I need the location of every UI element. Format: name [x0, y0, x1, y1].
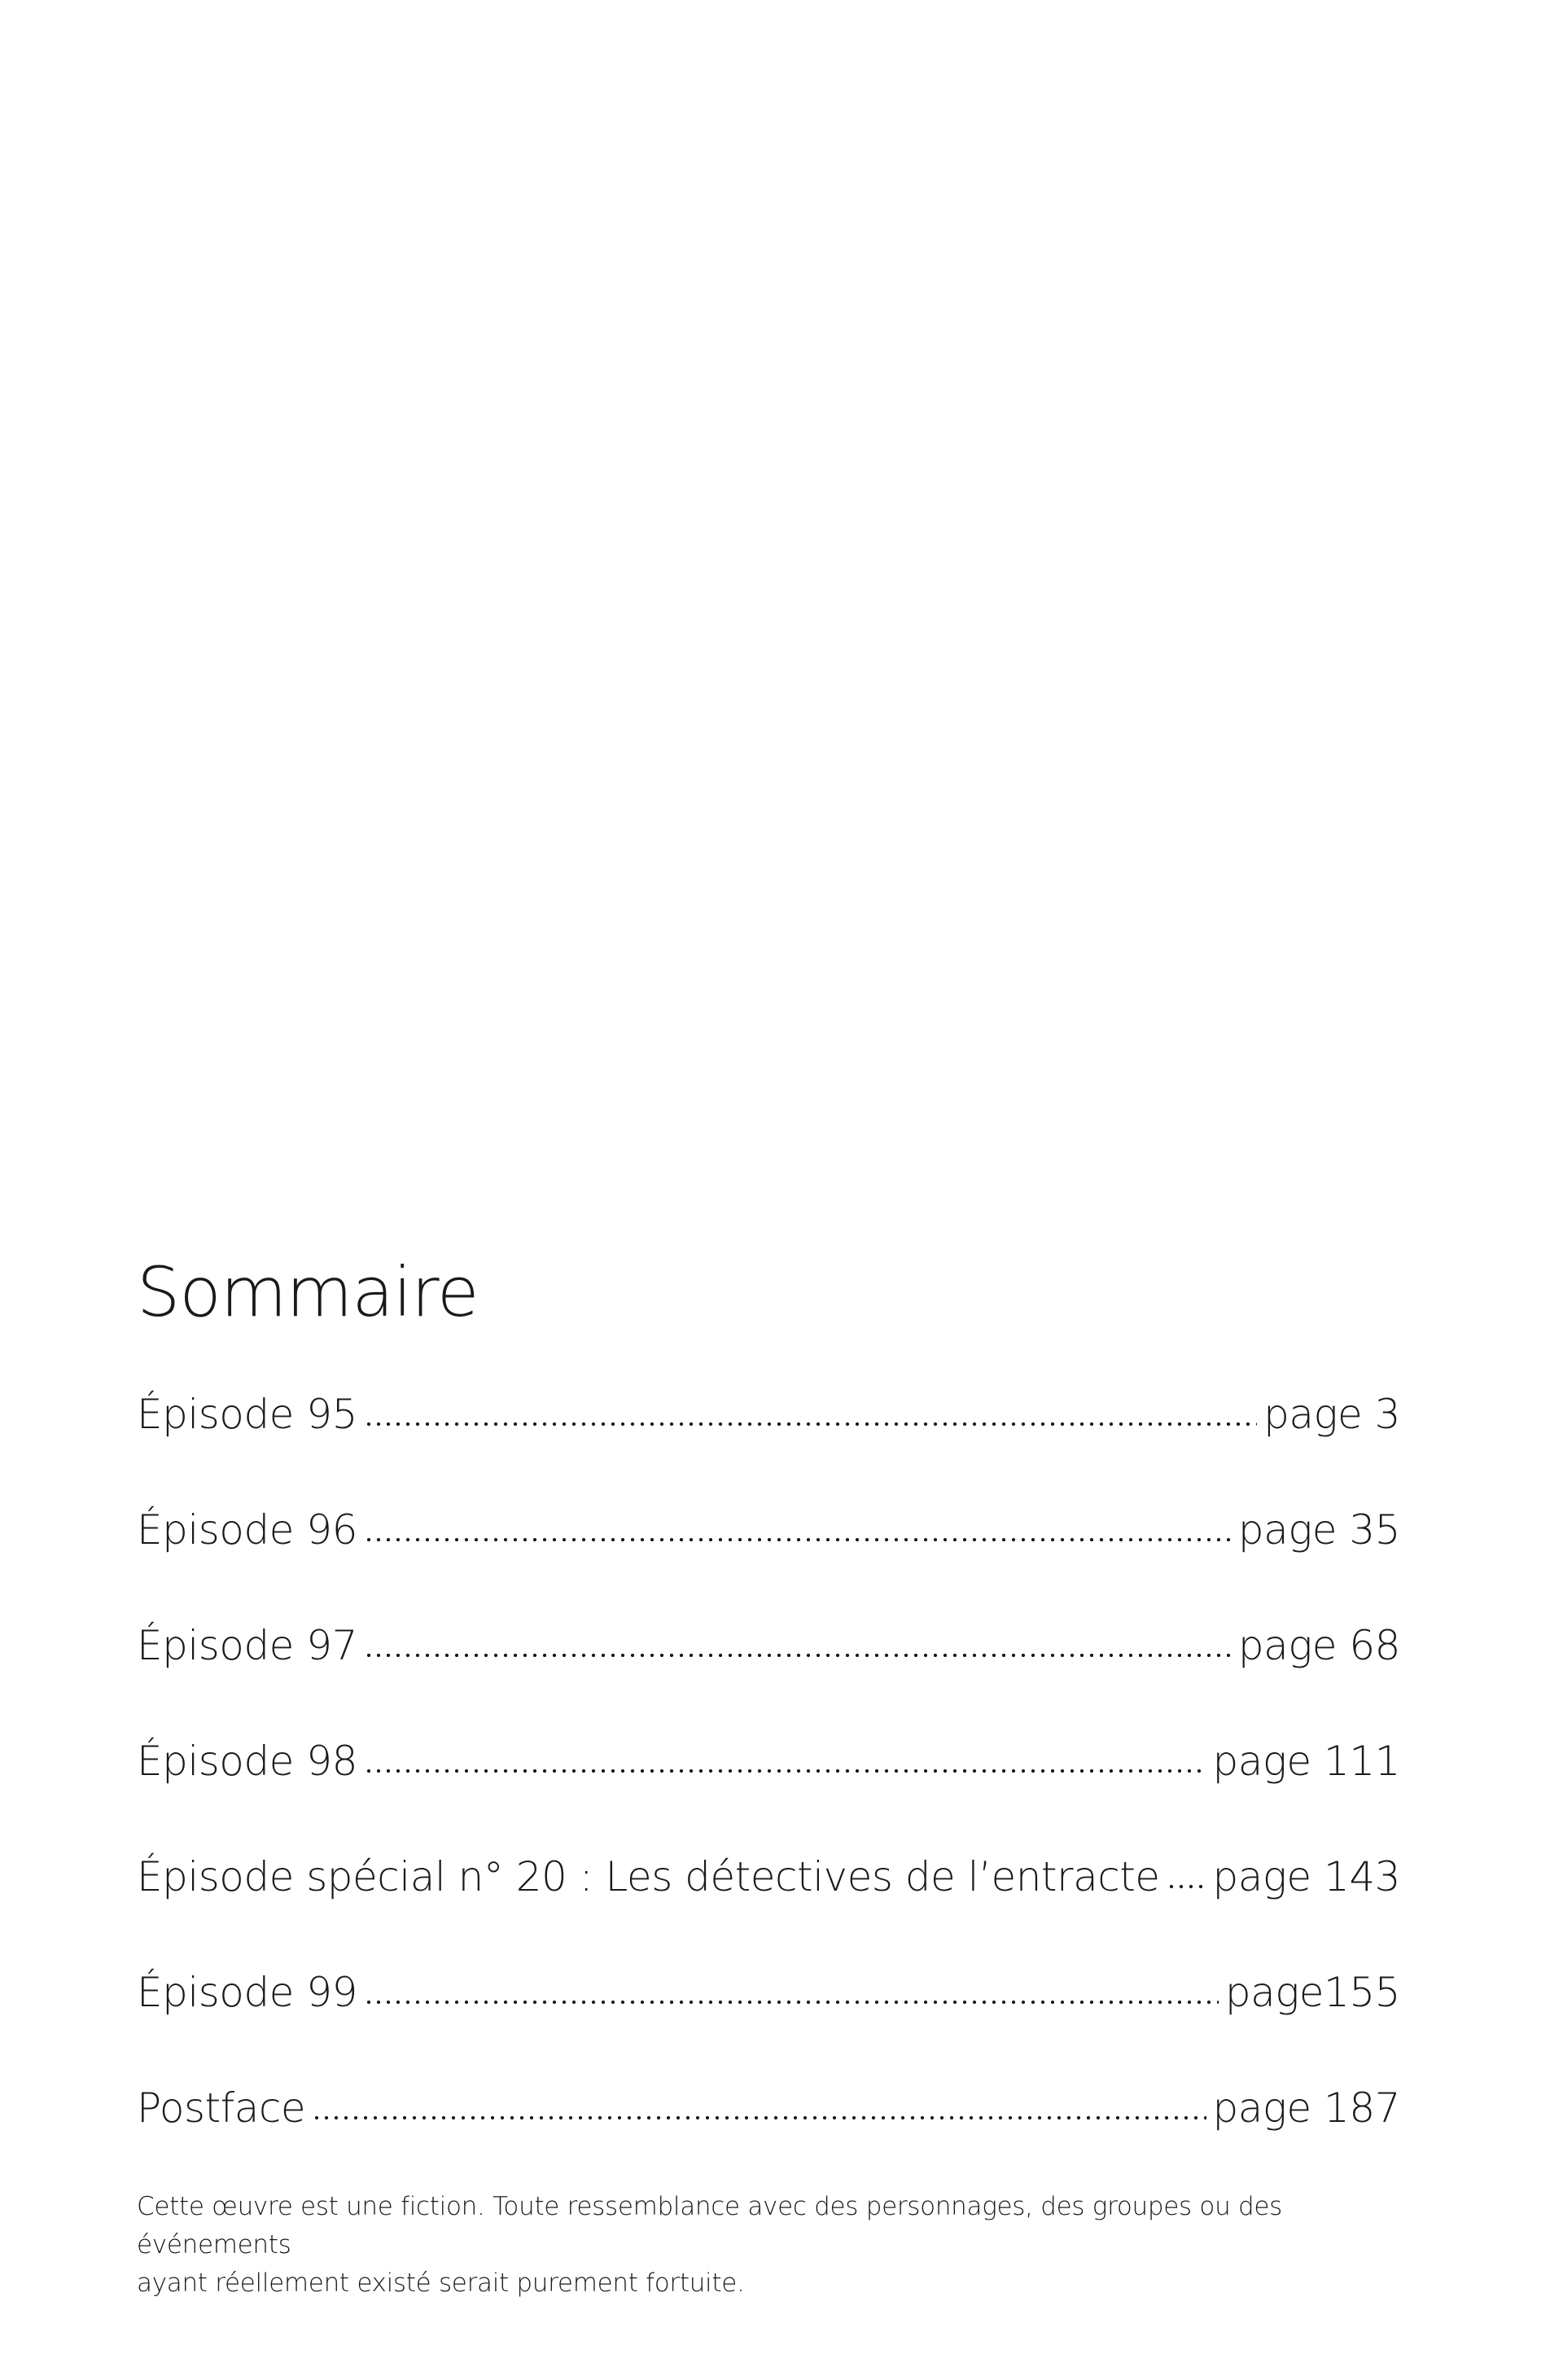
toc-entry-page: page 35: [1237, 1506, 1400, 1554]
disclaimer-line: Cette œuvre est une fiction. Toute ressemblance avec des personnages, des groupes ou des événements: [137, 2192, 1283, 2259]
toc-entry-label: Épisode 99: [137, 1969, 357, 2016]
dot-leader: [364, 2000, 1219, 2005]
toc-entry-label: Épisode 97: [137, 1622, 357, 1669]
page-title: Sommaire: [137, 1252, 479, 1332]
toc-entry: [137, 1622, 1400, 1741]
toc-entry: [137, 1738, 1400, 1856]
dot-leader: [364, 1537, 1232, 1542]
toc-entry-label: Épisode 98: [137, 1738, 357, 1785]
dot-leader: [1167, 1884, 1206, 1889]
fiction-disclaimer: [137, 2188, 1407, 2303]
toc-entry: [137, 1506, 1400, 1625]
toc-entry: [137, 1969, 1400, 2088]
toc-entry-page: page 143: [1212, 1853, 1400, 1900]
toc-entry: [137, 2084, 1400, 2203]
toc-entry-page: page155: [1224, 1969, 1400, 2016]
dot-leader: [312, 2115, 1206, 2120]
toc-entry-label: Épisode spécial n° 20 : Les détectives de l’entracte: [137, 1853, 1160, 1900]
table-of-contents: [137, 1391, 1400, 2203]
toc-entry-page: page 187: [1212, 2084, 1400, 2132]
disclaimer-line: ayant réellement existé serait purement fortuite.: [137, 2268, 745, 2298]
dot-leader: [364, 1422, 1257, 1427]
dot-leader: [364, 1653, 1232, 1658]
toc-entry-label: Épisode 96: [137, 1506, 357, 1554]
toc-entry-page: page 3: [1263, 1391, 1400, 1438]
toc-entry: [137, 1391, 1400, 1510]
toc-entry: [137, 1853, 1400, 1972]
toc-entry-label: Postface: [137, 2084, 306, 2132]
dot-leader: [364, 1769, 1206, 1773]
toc-entry-page: page 111: [1212, 1738, 1400, 1785]
toc-entry-label: Épisode 95: [137, 1391, 357, 1438]
toc-entry-page: page 68: [1237, 1622, 1400, 1669]
